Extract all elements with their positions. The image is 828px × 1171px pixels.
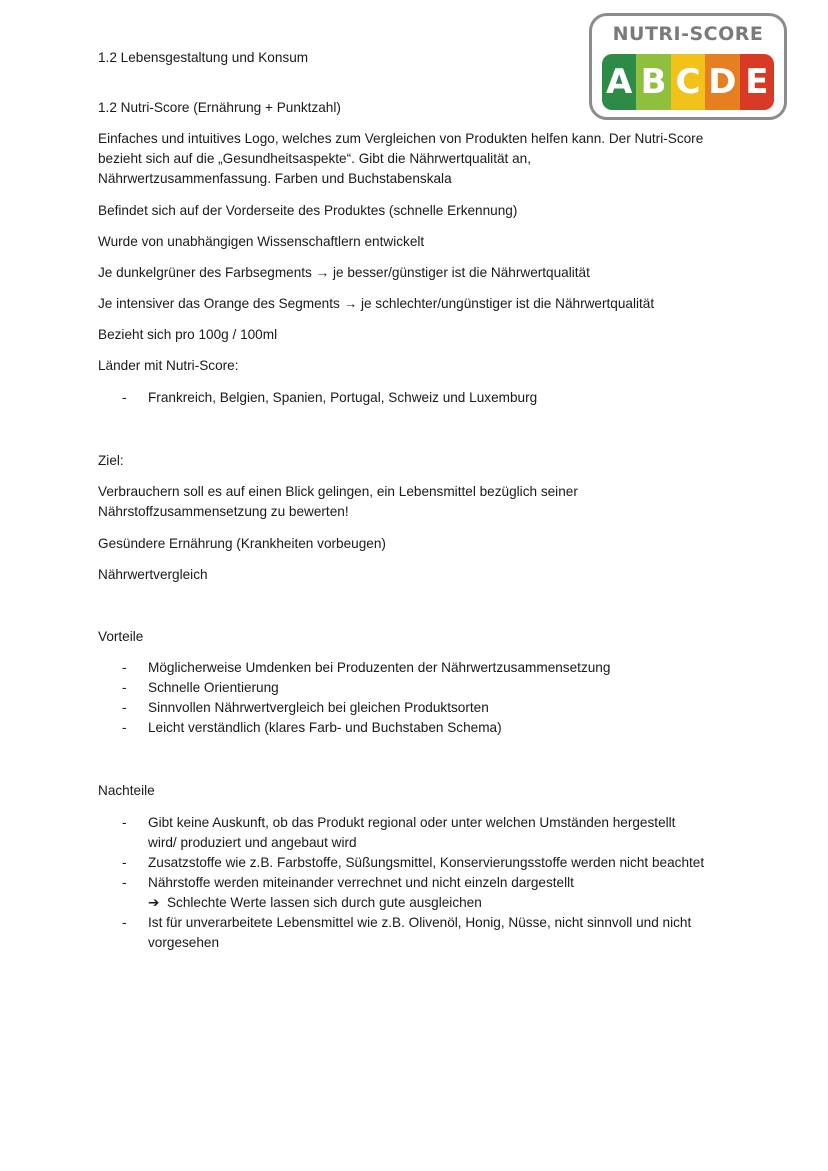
- vorteile-item: Leicht verständlich (klares Farb- und Buchstaben Schema): [148, 720, 502, 735]
- ziel-title: Ziel:: [98, 453, 124, 468]
- vorteile-item: Schnelle Orientierung: [148, 680, 279, 695]
- nachteile-subitem-text: Schlechte Werte lassen sich durch gute ausgleichen: [166, 895, 482, 910]
- fact-line: Je intensiver das Orange des Segments → je schlechter/ungünstiger ist die Nährwertqualität: [98, 296, 655, 311]
- nachteile-title: Nachteile: [98, 783, 155, 798]
- intro-line: Nährwertzusammenfassung. Farben und Buchstabenskala: [98, 171, 452, 186]
- bullet-dash: -: [122, 700, 127, 715]
- fact-line: Bezieht sich pro 100g / 100ml: [98, 327, 278, 342]
- intro-line: Einfaches und intuitives Logo, welches zum Vergleichen von Produkten helfen kann. Der Nutri-Score: [98, 131, 704, 146]
- ziel-extra: Gesündere Ernährung (Krankheiten vorbeugen): [98, 536, 386, 551]
- bullet-dash: -: [122, 915, 127, 930]
- heading-main: 1.2 Lebensgestaltung und Konsum: [98, 50, 309, 65]
- bullet-dash: -: [122, 680, 127, 695]
- bullet-dash: -: [122, 855, 127, 870]
- bullet-dash: -: [122, 875, 127, 890]
- logo-segment-a: A: [602, 54, 636, 110]
- nutri-score-logo: [589, 13, 787, 120]
- ziel-line: Nährstoffzusammensetzung zu bewerten!: [98, 504, 349, 519]
- arrow-icon: ➔: [148, 895, 160, 910]
- fact-line: Länder mit Nutri-Score:: [98, 358, 239, 373]
- bullet-dash: -: [122, 720, 127, 735]
- fact-line: Befindet sich auf der Vorderseite des Produktes (schnelle Erkennung): [98, 203, 518, 218]
- logo-title: NUTRI-SCORE: [612, 23, 764, 45]
- nachteile-item: Gibt keine Auskunft, ob das Produkt regional oder unter welchen Umständen hergestellt: [148, 815, 676, 830]
- intro-line: bezieht sich auf die „Gesundheitsaspekte“. Gibt die Nährwertqualität an,: [98, 151, 531, 166]
- logo-scale: [602, 54, 774, 110]
- nachteile-item-cont: vorgesehen: [148, 935, 220, 950]
- ziel-line: Verbrauchern soll es auf einen Blick gelingen, ein Lebensmittel bezüglich seiner: [98, 484, 578, 499]
- vorteile-item: Sinnvollen Nährwertvergleich bei gleichen Produktsorten: [148, 700, 489, 715]
- logo-segment-b: B: [636, 54, 670, 110]
- vorteile-item: Möglicherweise Umdenken bei Produzenten der Nährwertzusammensetzung: [148, 660, 611, 675]
- nachteile-item: Ist für unverarbeitete Lebensmittel wie z.B. Olivenöl, Honig, Nüsse, nicht sinnvoll und nicht: [148, 915, 692, 930]
- nachteile-subitem: [148, 893, 482, 913]
- vorteile-title: Vorteile: [98, 629, 144, 644]
- nachteile-item: Nährstoffe werden miteinander verrechnet und nicht einzeln dargestellt: [148, 875, 574, 890]
- bullet-dash: -: [122, 390, 127, 405]
- fact-line: Je dunkelgrüner des Farbsegments → je besser/günstiger ist die Nährwertqualität: [98, 265, 590, 280]
- logo-segment-e: E: [740, 54, 774, 110]
- logo-segment-c: C: [671, 54, 705, 110]
- bullet-dash: -: [122, 815, 127, 830]
- nachteile-item: Zusatzstoffe wie z.B. Farbstoffe, Süßungsmittel, Konservierungsstoffe werden nicht beachtet: [148, 855, 705, 870]
- nachteile-item-cont: wird/ produziert und angebaut wird: [148, 835, 357, 850]
- logo-segment-d: D: [705, 54, 739, 110]
- heading-sub: 1.2 Nutri-Score (Ernährung + Punktzahl): [98, 100, 341, 115]
- fact-line: Wurde von unabhängigen Wissenschaftlern entwickelt: [98, 234, 425, 249]
- bullet-dash: -: [122, 660, 127, 675]
- ziel-extra: Nährwertvergleich: [98, 567, 208, 582]
- countries-item: Frankreich, Belgien, Spanien, Portugal, Schweiz und Luxemburg: [148, 390, 538, 405]
